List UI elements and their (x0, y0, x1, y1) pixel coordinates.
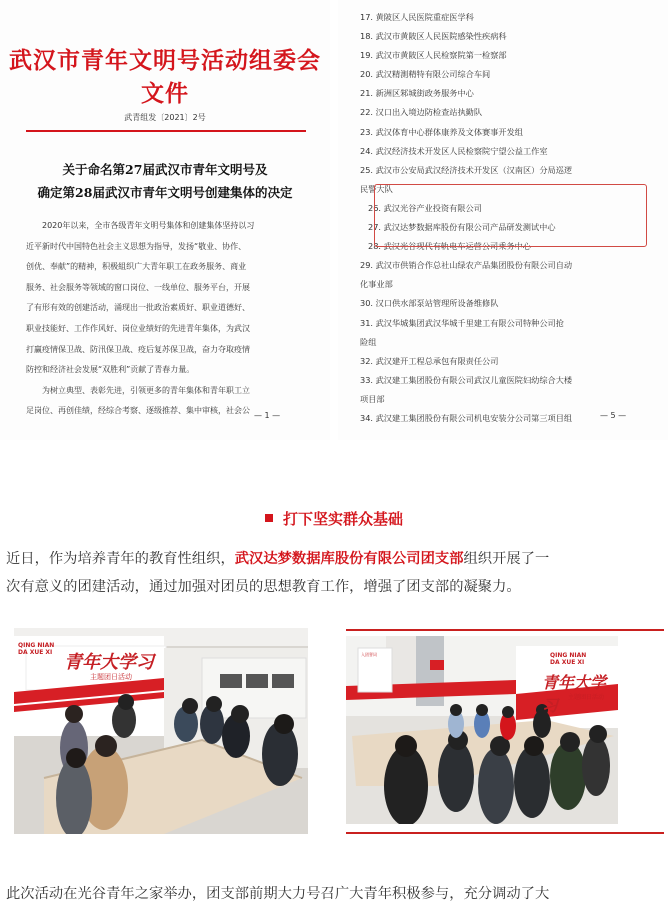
activity-paragraph: 此次活动在光谷青年之家举办，团支部前期大力号召广大青年积极参与，充分调动了大 (6, 886, 550, 902)
body-line: 足岗位、再创佳绩，经综合考察、逐级推荐、集中审核，社会公 (26, 406, 250, 416)
red-line-top (346, 629, 664, 631)
body-line: 近平新时代中国特色社会主义思想为指导，发扬“敬业、协作、 (26, 241, 247, 251)
intro-paragraph (6, 545, 662, 601)
list-item: 21. 新洲区邾城街政务服务中心 (360, 88, 474, 99)
list-item: 项目部 (360, 393, 385, 404)
highlight-box (374, 184, 647, 247)
body-line: 打赢疫情保卫战、防汛保卫战、疫后复苏保卫战，奋力夺取疫情 (26, 344, 250, 354)
list-item: 27. 武汉达梦数据库股份有限公司产品研发测试中心 (368, 222, 556, 233)
meeting-room-illustration (14, 628, 308, 834)
banner-title: 青年大学习 (542, 673, 607, 715)
banner-pinyin: QING NIAN DA XUE XI (550, 652, 587, 666)
red-divider (26, 130, 306, 132)
banner-subtitle: 主题团日活动 (90, 673, 132, 681)
activity-photo-left (14, 628, 308, 834)
list-item: 29. 武汉市供销合作总社山绿农产品集团股份有限公司自动 (360, 260, 573, 271)
document-page-right (338, 0, 668, 440)
banner-pinyin: QING NIAN DA XUE XI (18, 642, 55, 656)
red-line-bottom (346, 832, 664, 834)
document-heading-line1: 关于命名第27届武汉市青年文明号及 (62, 162, 268, 177)
body-line: 服务、社会服务等领域的窗口岗位、一线单位、服务平台，开展 (26, 282, 250, 292)
intro-text-end: 组织开展了一 (463, 551, 550, 567)
body-line: 创优、奉献”的精神，积极組织广大青年职工在政务服务、商业 (26, 262, 247, 272)
list-item: 23. 武汉体育中心群体康养及文体赛事开发组 (360, 126, 523, 137)
section-title (0, 508, 668, 529)
body-line: 2020年以来，全市各级青年文明号集体和创建集体坚持以习 (42, 221, 255, 230)
list-item: 22. 汉口出入境边防检查站执勤队 (360, 107, 483, 118)
document-body (26, 216, 308, 422)
list-item: 20. 武汉精測精特有限公司综合车间 (360, 69, 491, 80)
body-line: 为树立典型、表彰先进，引领更多的青年集体和青年职工立 (42, 385, 250, 395)
list-item: 18. 武汉市黄陂区人民医院感染性疾病科 (360, 31, 507, 42)
intro-text-start: 近日，作为培养青年的教育性组织， (6, 551, 235, 567)
banner-subtitle: 主题团日活动 (568, 694, 605, 701)
list-item: 28. 武汉光谷现代有轨电车运营公司乘务中心 (368, 241, 531, 252)
section-title-text: 打下坚实群众基础 (282, 510, 403, 528)
list-item: 33. 武汉建工集团股份有限公司武汉儿童医院妇幼综合大楼 (360, 374, 573, 385)
page-number: — 1 — (254, 411, 281, 420)
document-red-title: 武汉市青年文明号活动组委会文件 (9, 47, 321, 107)
intro-text-line2: 次有意义的团建活动，通过加强对团员的思想教育工作，增强了团支部的凝聚力。 (6, 579, 521, 595)
body-line: 职业技能好、工作作风好、岗位业绩好的先进青年集体，为武汉 (26, 323, 250, 333)
list-item: 24. 武汉经济技术开发区人民检察院宁望公益工作室 (360, 145, 548, 156)
document-number: 武青组发〔2021〕2号 (124, 113, 206, 122)
oath-board-title: 入团誓词 (361, 652, 377, 657)
document-page-left (0, 0, 330, 440)
list-item: 19. 武汉市黄陂区人民检察院第一检察部 (360, 50, 507, 61)
body-line: 防控和经济社会发展“双胜利”贡献了青春力量。 (26, 365, 195, 375)
list-item: 31. 武汉华城集团武汉华城千里建工有限公司特种公司抢 (360, 317, 564, 328)
list-item: 民警大队 (360, 183, 393, 194)
banner-title: 青年大学习 (64, 652, 154, 673)
list-item: 化事业部 (360, 279, 393, 290)
activity-photo-right (346, 636, 618, 824)
square-bullet-icon (265, 514, 273, 522)
list-item: 25. 武汉市公安局武汉经济技术开发区（汉南区）分局巡逻 (360, 164, 573, 175)
list-item: 32. 武汉建开工程总承包有限责任公司 (360, 355, 499, 366)
page-number: — 5 — (600, 411, 627, 420)
body-line: 了有形有效的创建活动，涌现出一批政治素质好、职业道德好、 (26, 303, 250, 313)
organization-name: 武汉达梦数据库股份有限公司团支部 (234, 551, 464, 567)
document-heading-line2: 确定第28届武汉市青年文明号创建集体的决定 (37, 185, 293, 200)
list-item: 26. 武汉光谷产业投资有限公司 (368, 202, 482, 213)
list-item: 30. 汉口供水部泵站管理所设备维修队 (360, 298, 499, 309)
list-item: 险组 (360, 336, 377, 347)
list-item: 17. 黄陂区人民医院重症医学科 (360, 12, 474, 22)
list-item: 34. 武汉建工集团股份有限公司机电安装分公司第三项目组 (360, 412, 573, 423)
